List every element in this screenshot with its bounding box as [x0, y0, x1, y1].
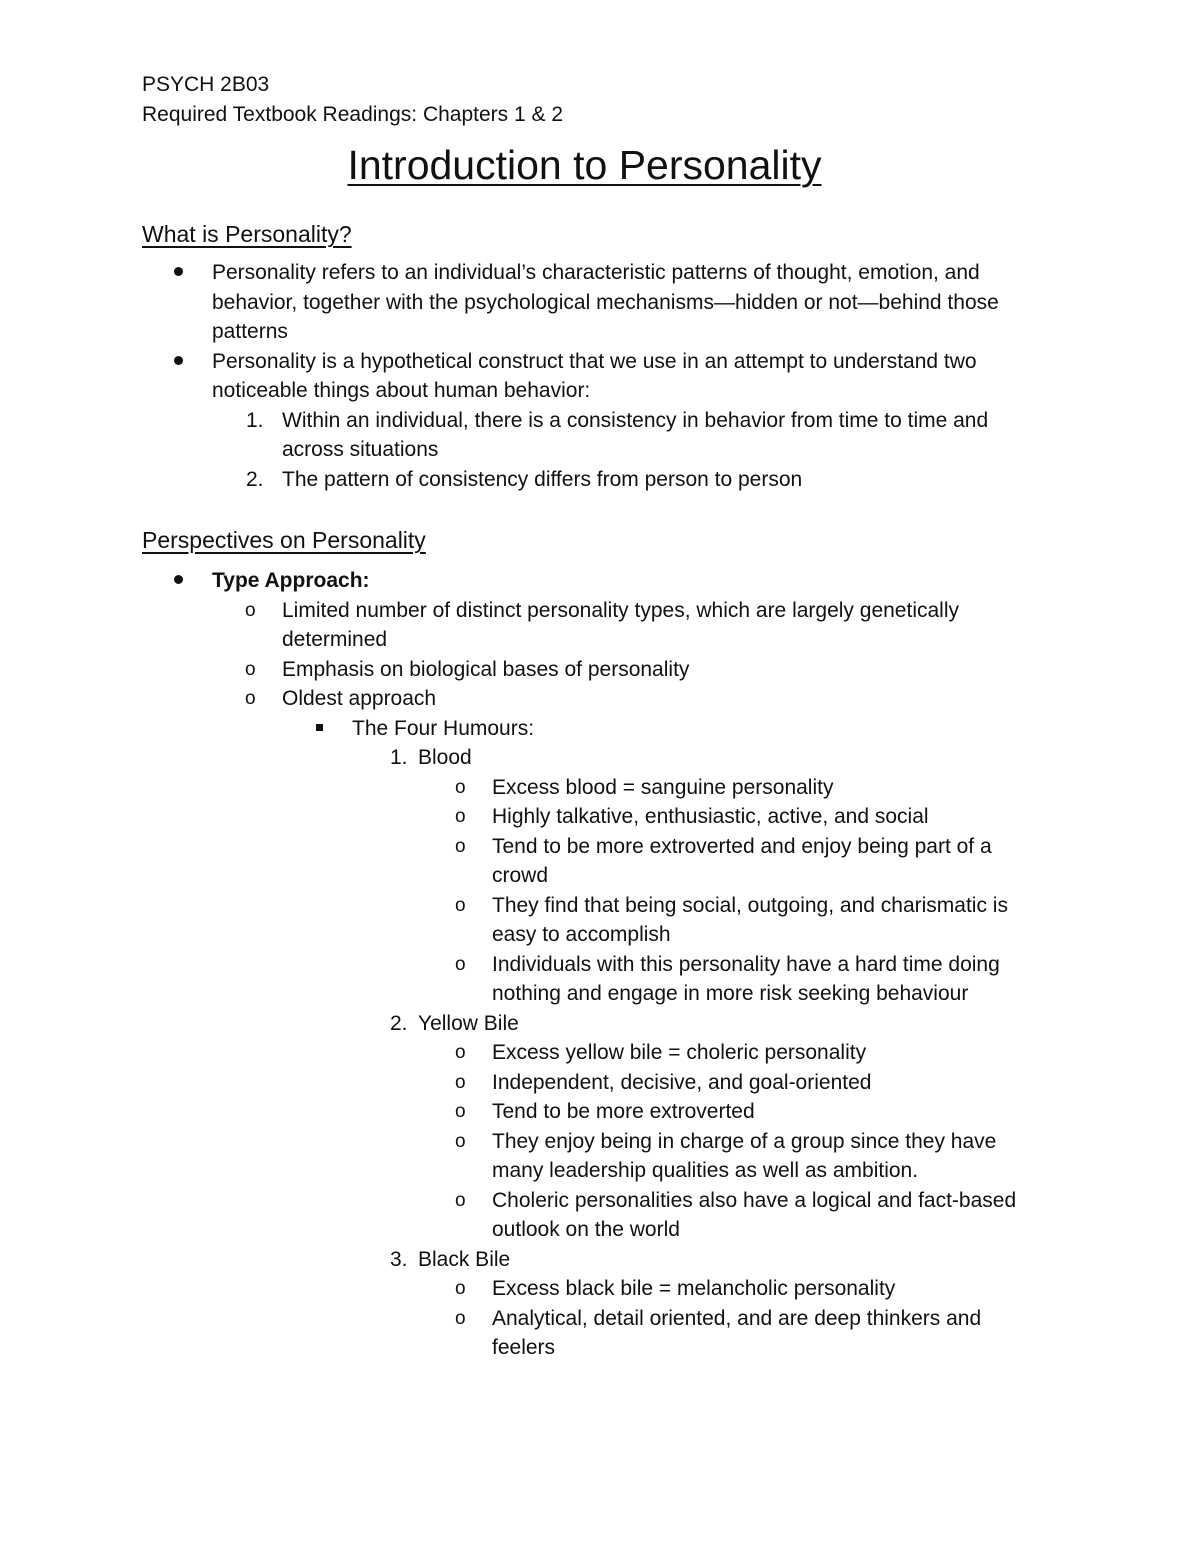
circle-bullet-icon: o [455, 1042, 466, 1063]
square-bullet-icon [316, 724, 323, 731]
list-item [212, 465, 1042, 495]
circle-bullet-icon: o [245, 599, 256, 621]
humour-item [352, 1009, 1042, 1039]
list-item [212, 655, 1042, 685]
list-item [422, 891, 1042, 950]
required-readings: Required Textbook Readings: Chapters 1 & 2 [142, 102, 564, 126]
circle-bullet-icon: o [455, 953, 466, 975]
circle-bullet-icon: o [455, 1130, 466, 1152]
humour-name: Yellow Bile [418, 1011, 519, 1035]
circle-bullet-icon: o [245, 658, 256, 680]
humours-label: The Four Humours: [352, 716, 535, 740]
page-title: Introduction to Personality [347, 142, 822, 188]
point-text: Tend to be more extroverted and enjoy being part of a crowd [492, 834, 992, 887]
humour-item [352, 743, 1042, 773]
list-item [212, 684, 1042, 714]
humour-points [422, 1038, 1042, 1245]
point-text: They enjoy being in charge of a group since they have many leadership qualities as well as ambition. [492, 1129, 997, 1182]
bullet-text: Personality is a hypothetical construct that we use in an attempt to understand two noticeable things about human behavior: [212, 349, 977, 402]
bullet-icon [174, 575, 183, 584]
number-marker: 2. [246, 467, 264, 491]
humour-name: Black Bile [418, 1247, 511, 1271]
list-item [422, 1038, 1042, 1068]
course-code: PSYCH 2B03 [142, 73, 270, 96]
point-text: Highly talkative, enthusiastic, active, and social [492, 805, 929, 828]
list-item [142, 566, 1042, 596]
point-text: Limited number of distinct personality types, which are largely genetically determined [282, 598, 959, 651]
type-approach-label: Type Approach: [212, 569, 370, 592]
humour-points [422, 1274, 1042, 1363]
point-text: Independent, decisive, and goal-oriented [492, 1070, 872, 1094]
perspectives-list [142, 566, 1042, 596]
number-marker: 1. [246, 408, 264, 432]
circle-bullet-icon: o [455, 1307, 466, 1329]
list-item [142, 347, 1042, 406]
list-item [212, 406, 1042, 465]
point-text: Analytical, detail oriented, and are deep thinkers and feelers [492, 1306, 982, 1359]
circle-bullet-icon: o [455, 1071, 466, 1093]
point-text: Tend to be more extroverted [492, 1100, 755, 1123]
circle-bullet-icon: o [455, 1189, 466, 1211]
number-marker: 1. [390, 746, 408, 769]
list-item [422, 832, 1042, 891]
list-item [422, 802, 1042, 832]
document-page [142, 70, 1042, 1363]
list-item [422, 1068, 1042, 1098]
list-item [422, 1304, 1042, 1363]
list-item [212, 596, 1042, 655]
point-text: Emphasis on biological bases of personality [282, 657, 690, 681]
circle-bullet-icon: o [455, 1278, 466, 1299]
point-text: Excess blood = sanguine personality [492, 775, 834, 799]
list-item [422, 950, 1042, 1009]
circle-bullet-icon: o [455, 1101, 466, 1122]
numbered-text: The pattern of consistency differs from person to person [282, 467, 803, 491]
bullet-icon [174, 267, 183, 276]
what-bullet-list [142, 258, 1042, 406]
point-text: Excess black bile = melancholic personality [492, 1277, 896, 1300]
list-item [282, 714, 1042, 744]
list-item [422, 1186, 1042, 1245]
circle-bullet-icon: o [455, 806, 466, 827]
circle-bullet-icon: o [245, 688, 256, 709]
point-text: Oldest approach [282, 687, 437, 710]
bullet-icon [174, 356, 183, 365]
circle-bullet-icon: o [455, 894, 466, 916]
humours-list [212, 714, 1042, 744]
list-item [142, 258, 1042, 347]
list-item [422, 773, 1042, 803]
number-marker: 3. [390, 1247, 408, 1271]
circle-bullet-icon: o [455, 835, 466, 857]
humour-item [352, 1245, 1042, 1275]
point-text: Individuals with this personality have a hard time doing nothing and engage in more risk seeking behaviour [492, 952, 1000, 1005]
number-marker: 2. [390, 1011, 408, 1035]
section-heading-perspectives: Perspectives on Personality [142, 527, 426, 553]
point-text: Choleric personalities also have a logical and fact-based outlook on the world [492, 1188, 1017, 1241]
list-item [422, 1274, 1042, 1304]
list-item [422, 1127, 1042, 1186]
list-item [422, 1097, 1042, 1127]
numbered-text: Within an individual, there is a consistency in behavior from time to time and across situations [282, 408, 989, 461]
bullet-text: Personality refers to an individual’s characteristic patterns of thought, emotion, and behavior, together with the psychological mechanisms—hidden or not—behind those patterns [212, 261, 999, 343]
humours-detail [352, 743, 1042, 1363]
type-approach-points [212, 596, 1042, 714]
circle-bullet-icon: o [455, 776, 466, 798]
point-text: Excess yellow bile = choleric personality [492, 1041, 867, 1064]
section-heading-what-is-personality: What is Personality? [142, 221, 352, 247]
what-numbered-list [212, 406, 1042, 495]
humour-points [422, 773, 1042, 1009]
humour-name: Blood [418, 746, 472, 769]
point-text: They find that being social, outgoing, and charismatic is easy to accomplish [492, 893, 1008, 946]
